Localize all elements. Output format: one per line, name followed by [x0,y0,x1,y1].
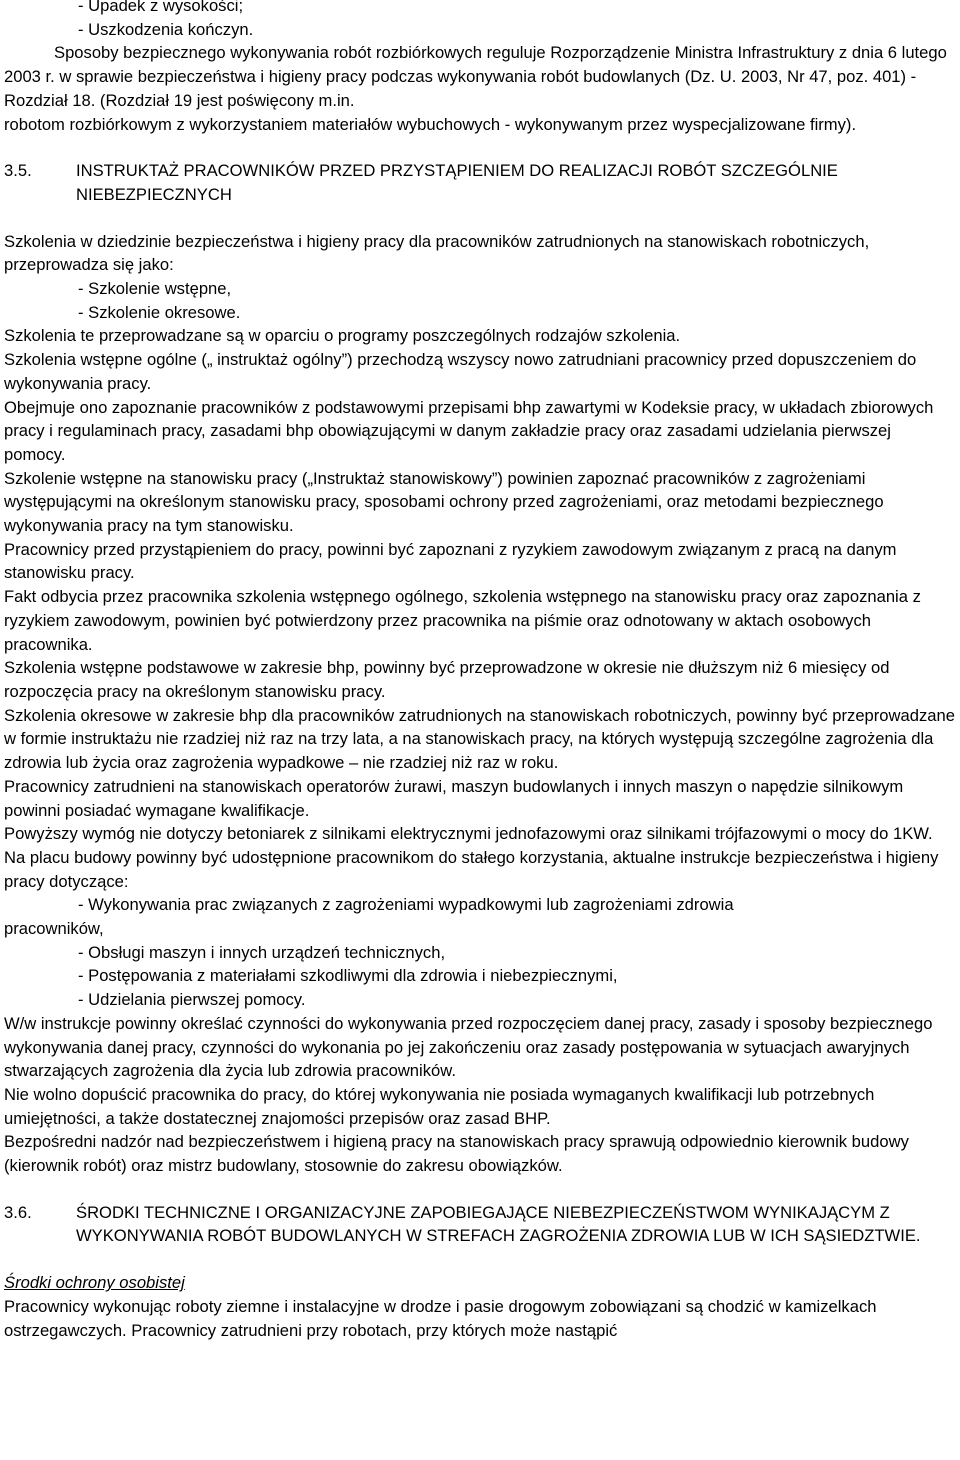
list-item: - Postępowania z materiałami szkodliwymi dla zdrowia i niebezpiecznymi, [78,966,618,986]
section-number: 3.5. [4,161,32,181]
paragraph: Obejmuje ono zapoznanie pracowników z podstawowymi przepisami bhp zawartymi w Kodeksie pracy, w układach zbiorowych pracy i regulaminach pracy, zasadami bhp obowiązującymi w danym zakładzie pracy oraz zasadami udzielania pierwszej pomocy. [4,397,934,464]
paragraph: Szkolenia te przeprowadzane są w oparciu o programy poszczególnych rodzajów szkolenia. [4,326,681,346]
paragraph: W/w instrukcje powinny określać czynności do wykonywania przed rozpoczęciem danej pracy, zasady i sposoby bezpiecznego wykonywania danej pracy, czynności do wykonania po jej zakończeniu oraz zasady postępowania w sytuacjach awaryjnych stwarzających zagrożenia dla życia lub zdrowia pracowników. [4,1013,933,1081]
spacer [4,1248,956,1271]
paragraph: Na placu budowy powinny być udostępnione pracownikom do stałego korzystania, aktualne instrukcje bezpieczeństwa i higieny pracy dotyczące: [4,847,939,891]
paragraph: Szkolenia wstępne podstawowe w zakresie bhp, powinny być przeprowadzone w okresie nie dłuższym niż 6 miesięcy od rozpoczęcia pracy na określonym stanowisku pracy. [4,658,890,701]
paragraph: Sposoby bezpiecznego wykonywania robót rozbiórkowych reguluje Rozporządzenie Ministra Infrastruktury z dnia 6 lutego 2003 r. w sprawie bezpieczeństwa i higieny pracy podczas wykonywania robót budowlanych (Dz. U. 2003, Nr 47, poz. 401) - Rozdział 18. (Rozdział 19 jest poświęcony m.in. [4,43,947,110]
list-item: - Szkolenie wstępne, [78,279,232,299]
list-item: - Wykonywania prac związanych z zagrożeniami wypadkowymi lub zagrożeniami zdrowia [78,895,734,915]
paragraph: Pracownicy zatrudnieni na stanowiskach operatorów żurawi, maszyn budowlanych i innych maszyn o napędzie silnikowym powinni posiadać wymagane kwalifikacje. [4,776,904,820]
section-title: INSTRUKTAŻ PRACOWNIKÓW PRZED PRZYSTĄPIENIEM DO REALIZACJI ROBÓT SZCZEGÓLNIE NIEBEZPIECZNYCH [76,161,838,204]
list-item: - Udzielania pierwszej pomocy. [78,990,306,1010]
spacer [4,207,956,230]
section-number: 3.6. [4,1202,32,1222]
paragraph: Szkolenia wstępne ogólne („ instruktaż ogólny”) przechodzą wszyscy nowo zatrudniani pracownicy przed dopuszczeniem do wykonywania pracy. [4,350,917,393]
paragraph: Szkolenia w dziedzinie bezpieczeństwa i higieny pracy dla pracowników zatrudnionych na stanowiskach robotniczych, przeprowadza się jako: [4,231,870,275]
paragraph: Pracownicy wykonując roboty ziemne i instalacyjne w drodze i pasie drogowym zobowiązani są chodzić w kamizelkach ostrzegawczych. Pracownicy zatrudnieni przy robotach, przy których może nastąpić [4,1296,877,1340]
paragraph: Szkolenia okresowe w zakresie bhp dla pracowników zatrudnionych na stanowiskach robotniczych, powinny być przeprowadzane w formie instruktażu nie rzadziej niż raz na trzy lata, a na stanowiskach pracy, na których występują szczególne zagrożenia dla zdrowia lub życia oraz zagrożenia wypadkowe – nie rzadziej niż raz w roku. [4,705,955,773]
list-item: - Upadek z wysokości; [78,0,244,15]
paragraph: Fakt odbycia przez pracownika szkolenia wstępnego ogólnego, szkolenia wstępnego na stanowisku pracy oraz zapoznania z ryzykiem zawodowym, powinien być potwierdzony przez pracownika na piśmie oraz odnotowany w aktach osobowych pracownika. [4,587,921,654]
list-item: - Uszkodzenia kończyn. [78,19,254,39]
paragraph: Powyższy wymóg nie dotyczy betoniarek z silnikami elektrycznymi jednofazowymi oraz silnikami trójfazowymi o mocy do 1KW. [4,824,933,844]
paragraph: robotom rozbiórkowym z wykorzystaniem materiałów wybuchowych - wykonywanym przez wyspecjalizowane firmy). [4,114,857,134]
subheading: Środki ochrony osobistej [4,1273,185,1293]
paragraph: Pracownicy przed przystąpieniem do pracy, powinni być zapoznani z ryzykiem zawodowym związanym z pracą na danym stanowisku pracy. [4,539,897,583]
spacer [4,1178,956,1201]
section-title: ŚRODKI TECHNICZNE I ORGANIZACYJNE ZAPOBIEGAJĄCE NIEBEZPIECZEŃSTWOM WYNIKAJĄCYM Z WYKONYWANIA ROBÓT BUDOWLANYCH W STREFACH ZAGROŻENIA ZDROWIA LUB W ICH SĄSIEDZTWIE. [76,1202,921,1246]
list-item: - Szkolenie okresowe. [78,302,241,322]
section-heading-3-5 [4,159,956,206]
section-heading-3-6 [4,1201,956,1248]
spacer [4,136,956,159]
list-item: - Obsługi maszyn i innych urządzeń technicznych, [78,942,446,962]
list-item-continuation: pracowników, [4,919,104,939]
paragraph: Bezpośredni nadzór nad bezpieczeństwem i higieną pracy na stanowiskach pracy sprawują odpowiednio kierownik budowy (kierownik robót) oraz mistrz budowlany, stosownie do zakresu obowiązków. [4,1132,909,1176]
paragraph: Szkolenie wstępne na stanowisku pracy („Instruktaż stanowiskowy”) powinien zapoznać pracowników z zagrożeniami występującymi na określonym stanowisku pracy, sposobami ochrony przed zagrożeniami, oraz metodami bezpiecznego wykonywania pracy na tym stanowisku. [4,468,884,536]
paragraph: Nie wolno dopuścić pracownika do pracy, do której wykonywania nie posiada wymaganych kwalifikacji lub potrzebnych umiejętności, a także dostatecznej znajomości przepisów oraz zasad BHP. [4,1084,875,1128]
